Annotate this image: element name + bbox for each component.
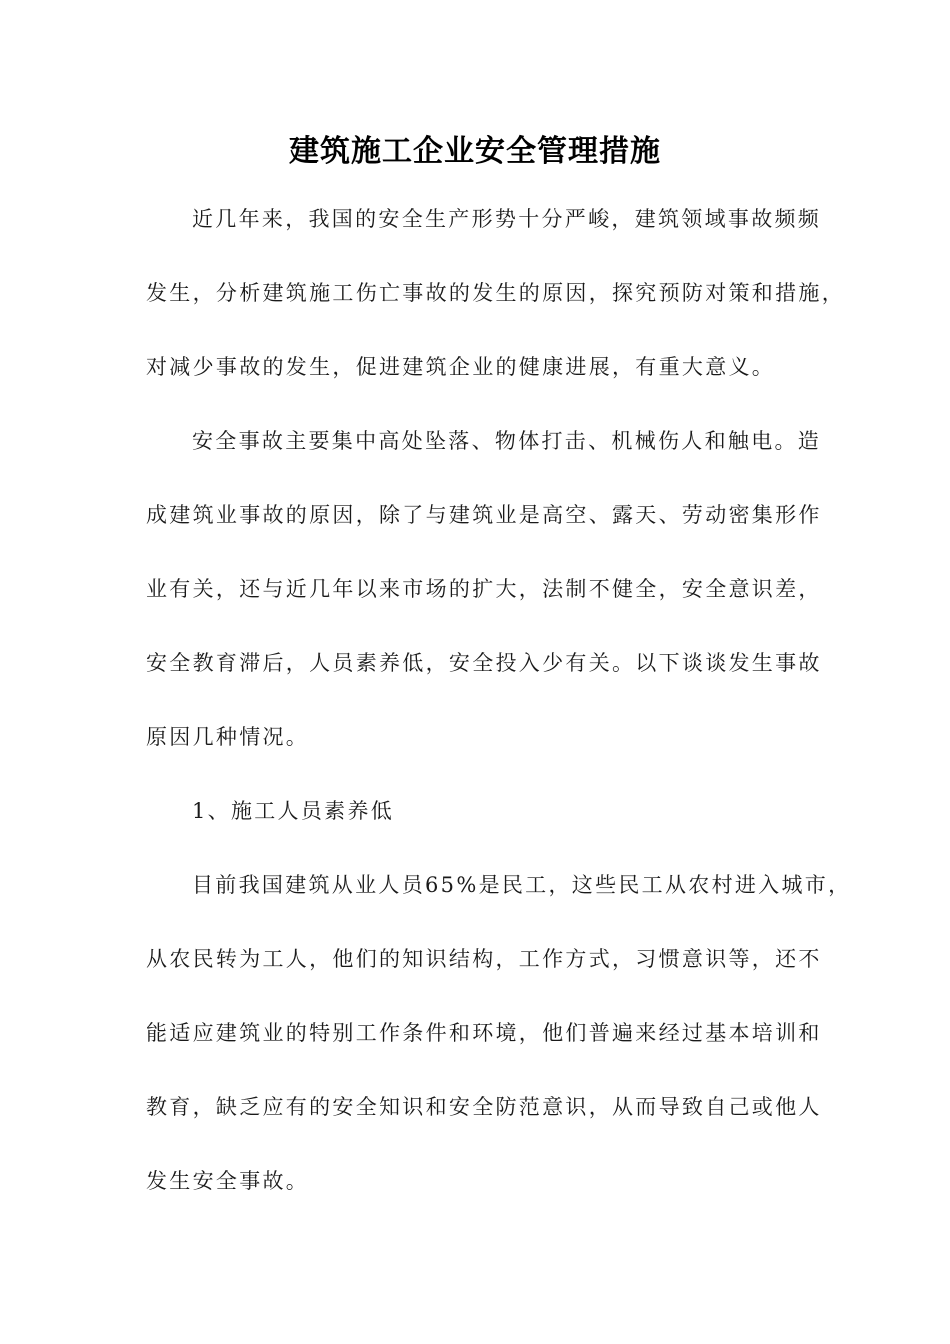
paragraph-2-line-1: 安全事故主要集中高处坠落、物体打击、机械伤人和触电。造 <box>192 429 822 453</box>
document-body <box>146 182 852 1218</box>
section-heading-1: 1、施工人员素养低 <box>192 799 395 823</box>
paragraph-3-line-5: 发生安全事故。 <box>146 1169 310 1193</box>
paragraph-3-line-1: 目前我国建筑从业人员65%是民工，这些民工从农村进入城市， <box>192 873 852 897</box>
paragraph-2-line-3: 业有关，还与近几年以来市场的扩大，法制不健全，安全意识差， <box>146 577 822 601</box>
paragraph-3-line-3: 能适应建筑业的特别工作条件和环境，他们普遍来经过基本培训和 <box>146 1021 822 1045</box>
paragraph-1-line-2: 发生，分析建筑施工伤亡事故的发生的原因，探究预防对策和措施， <box>146 281 845 305</box>
paragraph-2-line-4: 安全教育滞后，人员素养低，安全投入少有关。以下谈谈发生事故 <box>146 651 822 675</box>
paragraph-3-line-4: 教育，缺乏应有的安全知识和安全防范意识，从而导致自己或他人 <box>146 1095 822 1119</box>
document-title: 建筑施工企业安全管理措施 <box>289 134 661 169</box>
paragraph-3-line-2: 从农民转为工人，他们的知识结构，工作方式，习惯意识等，还不 <box>146 947 822 971</box>
paragraph-2-line-5: 原因几种情况。 <box>146 725 310 749</box>
paragraph-2-line-2: 成建筑业事故的原因，除了与建筑业是高空、露天、劳动密集形作 <box>146 503 822 527</box>
paragraph-1-line-3: 对减少事故的发生，促进建筑企业的健康进展，有重大意义。 <box>146 355 776 379</box>
paragraph-1-line-1: 近几年来，我国的安全生产形势十分严峻，建筑领域事故频频 <box>192 207 822 231</box>
